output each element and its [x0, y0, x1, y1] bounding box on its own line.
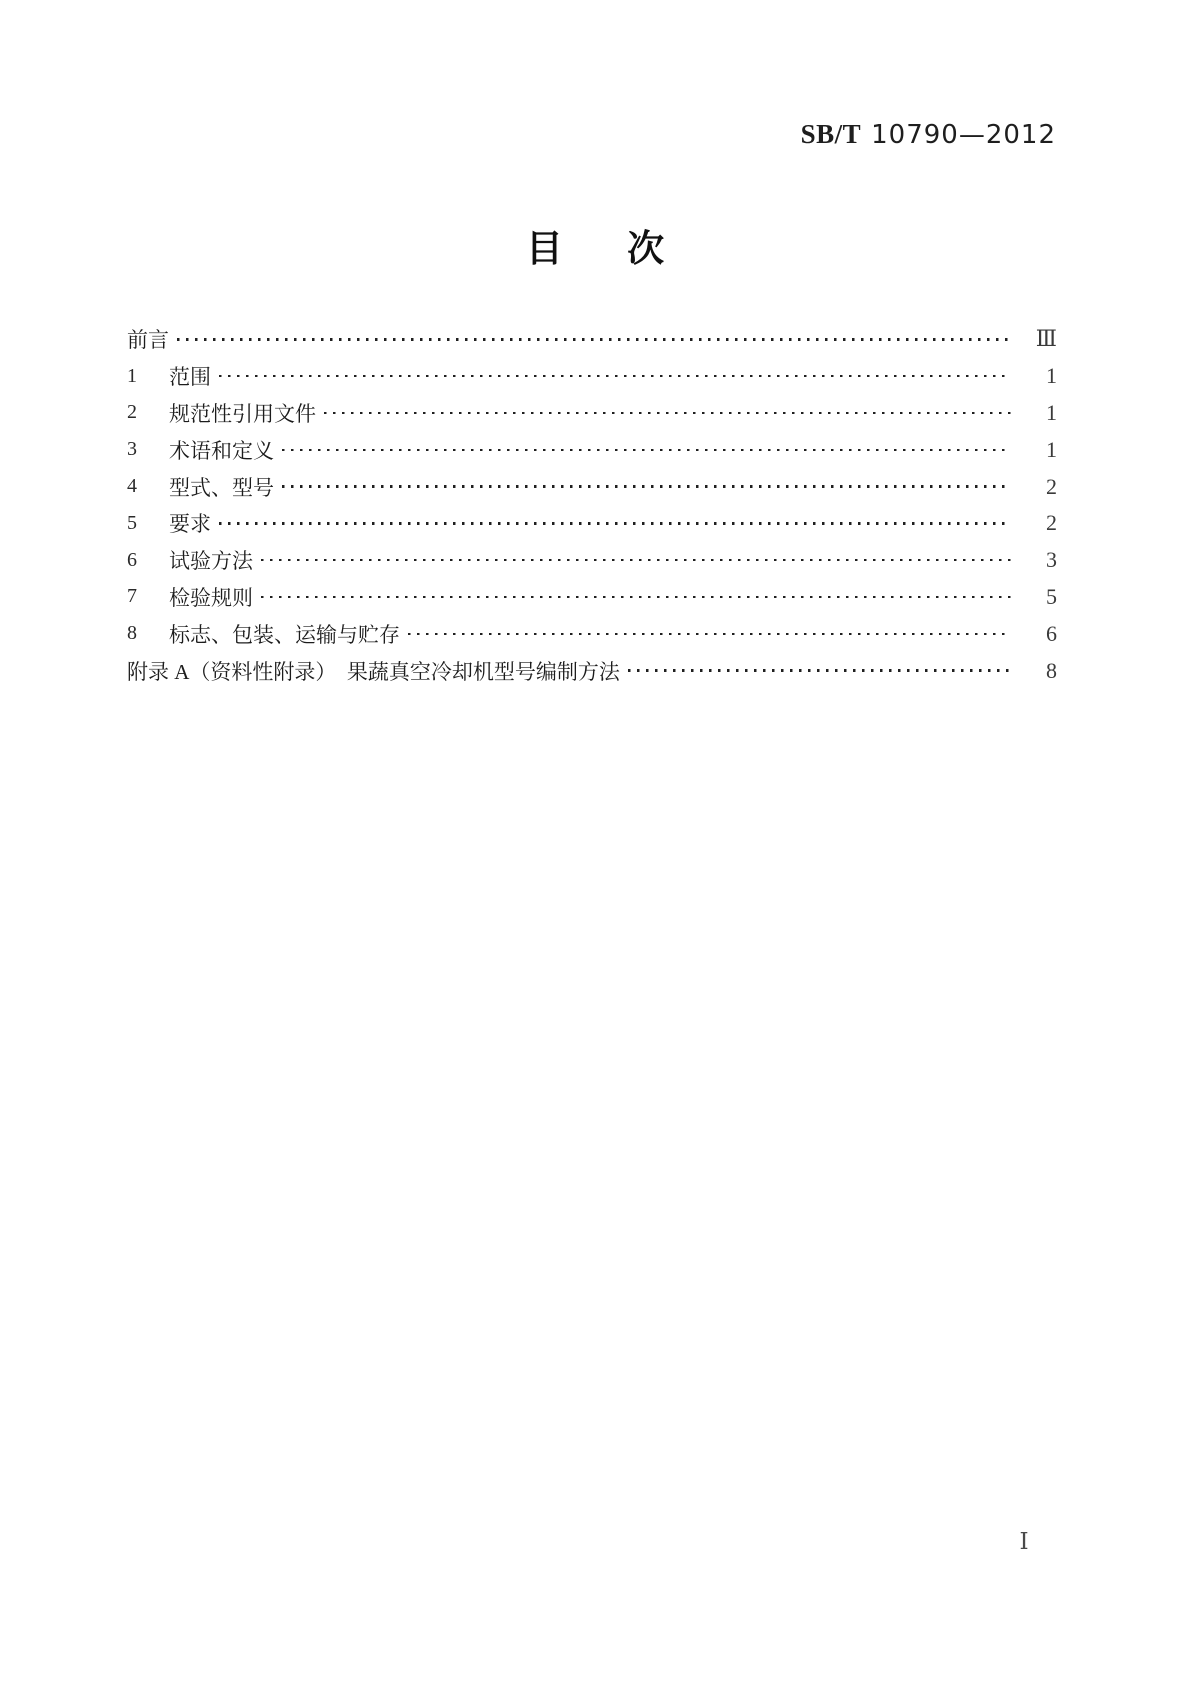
toc-leader-dots: [282, 485, 1011, 487]
toc-entry-label: 型式、型号: [169, 475, 274, 500]
toc-entry-number: 1: [127, 364, 137, 387]
toc-entry: [127, 615, 1057, 652]
toc-entry-label: 试验方法: [169, 549, 253, 574]
toc-entry-label: 范围: [169, 365, 211, 390]
toc-entry-page: 2: [1046, 510, 1057, 536]
standard-code: SB/T: [800, 119, 862, 149]
toc-entry-number: 7: [127, 585, 137, 608]
toc-entry-label: 规范性引用文件: [169, 401, 316, 426]
toc-entry-label: 检验规则: [169, 585, 253, 610]
toc-entry-page: 1: [1046, 363, 1057, 389]
toc-leader-dots: [219, 375, 1011, 377]
toc-leader-dots: [261, 596, 1011, 598]
toc-entry-number: 6: [127, 548, 137, 571]
toc-entry-page: Ⅲ: [1035, 326, 1057, 352]
toc-entry-page: 6: [1046, 620, 1057, 646]
toc-entry-label: 术语和定义: [169, 438, 274, 463]
standard-number: 10790—2012: [871, 120, 1056, 150]
toc-entry: [127, 395, 1057, 432]
toc-entry: [127, 321, 1057, 358]
toc-entry-label: 要求: [169, 512, 211, 537]
toc-entry: [127, 358, 1057, 395]
toc-entry: [127, 542, 1057, 579]
toc-entry: [127, 505, 1057, 542]
toc-entry: [127, 468, 1057, 505]
toc-entry-number: 3: [127, 438, 137, 461]
toc-entry-page: 8: [1046, 657, 1057, 683]
toc-entry-label: 附录 A（资料性附录） 果蔬真空冷却机型号编制方法: [127, 659, 620, 684]
toc-leader-dots: [628, 669, 1011, 671]
toc-entry-label: 标志、包装、运输与贮存: [169, 622, 400, 647]
toc-entry-label: 前言: [127, 328, 169, 353]
toc-entry-number: 4: [127, 475, 137, 498]
toc-entry-page: 1: [1046, 436, 1057, 462]
toc-entry-number: 5: [127, 511, 137, 534]
toc-entry-page: 3: [1046, 547, 1057, 573]
toc-leader-dots: [408, 633, 1011, 635]
toc-leader-dots: [324, 412, 1011, 414]
toc-entry: [127, 652, 1057, 689]
toc-leader-dots: [282, 449, 1011, 451]
toc-leader-dots: [177, 338, 1011, 340]
toc-leader-dots: [219, 522, 1011, 524]
toc-entry: [127, 431, 1057, 468]
toc-entry-page: 1: [1046, 399, 1057, 425]
toc-entry: [127, 579, 1057, 616]
footer-page-number: Ⅰ: [1019, 1529, 1029, 1554]
toc-entry-page: 2: [1046, 473, 1057, 499]
page-title: 目 次: [525, 228, 666, 269]
toc-entry-number: 8: [127, 622, 137, 645]
toc-entry-page: 5: [1046, 583, 1057, 609]
standard-number-header: [801, 119, 1056, 150]
toc-entry-number: 2: [127, 401, 137, 424]
table-of-contents: [127, 321, 1057, 689]
toc-leader-dots: [261, 559, 1011, 561]
